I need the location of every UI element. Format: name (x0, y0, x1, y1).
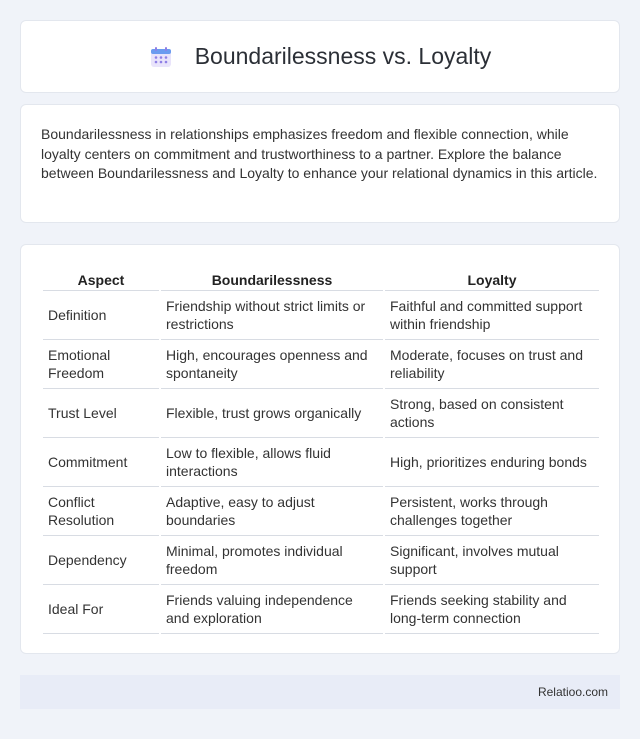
loyalty-cell: Significant, involves mutual support (385, 536, 599, 585)
comparison-table (41, 265, 601, 634)
table-row (43, 438, 599, 487)
comparison-card (20, 244, 620, 654)
table-row (43, 536, 599, 585)
header-loyalty: Loyalty (385, 265, 599, 291)
header-card (20, 20, 620, 93)
table-row (43, 291, 599, 340)
calendar-icon (149, 45, 173, 69)
footer (20, 675, 620, 709)
intro-card (20, 104, 620, 223)
header-aspect: Aspect (43, 265, 159, 291)
aspect-cell: Conflict Resolution (43, 487, 159, 536)
page-title: Boundarilessness vs. Loyalty (194, 43, 492, 69)
table-header-row (43, 265, 599, 291)
aspect-cell: Emotional Freedom (43, 340, 159, 389)
table-row (43, 389, 599, 438)
table-row (43, 585, 599, 634)
boundarilessness-cell: High, encourages openness and spontaneity (161, 340, 383, 389)
header-boundarilessness: Boundarilessness (161, 265, 383, 291)
table-row (43, 340, 599, 389)
loyalty-cell: Faithful and committed support within friendship (385, 291, 599, 340)
loyalty-cell: High, prioritizes enduring bonds (385, 438, 599, 487)
boundarilessness-cell: Minimal, promotes individual freedom (161, 536, 383, 585)
intro-text: Boundarilessness in relationships emphasizes freedom and flexible connection, while loyalty centers on commitment and trustworthiness to a partner. Explore the balance between Boundarilessness and Loyalty to enhance your relational dynamics in this article. (41, 126, 598, 181)
table-row (43, 487, 599, 536)
boundarilessness-cell: Adaptive, easy to adjust boundaries (161, 487, 383, 536)
loyalty-cell: Moderate, focuses on trust and reliability (385, 340, 599, 389)
aspect-cell: Dependency (43, 536, 159, 585)
boundarilessness-cell: Friends valuing independence and exploration (161, 585, 383, 634)
aspect-cell: Commitment (43, 438, 159, 487)
aspect-cell: Definition (43, 291, 159, 340)
loyalty-cell: Strong, based on consistent actions (385, 389, 599, 438)
aspect-cell: Trust Level (43, 389, 159, 438)
loyalty-cell: Friends seeking stability and long-term connection (385, 585, 599, 634)
footer-brand: Relatioo.com (537, 685, 608, 699)
boundarilessness-cell: Low to flexible, allows fluid interactions (161, 438, 383, 487)
loyalty-cell: Persistent, works through challenges together (385, 487, 599, 536)
boundarilessness-cell: Friendship without strict limits or restrictions (161, 291, 383, 340)
aspect-cell: Ideal For (43, 585, 159, 634)
boundarilessness-cell: Flexible, trust grows organically (161, 389, 383, 438)
